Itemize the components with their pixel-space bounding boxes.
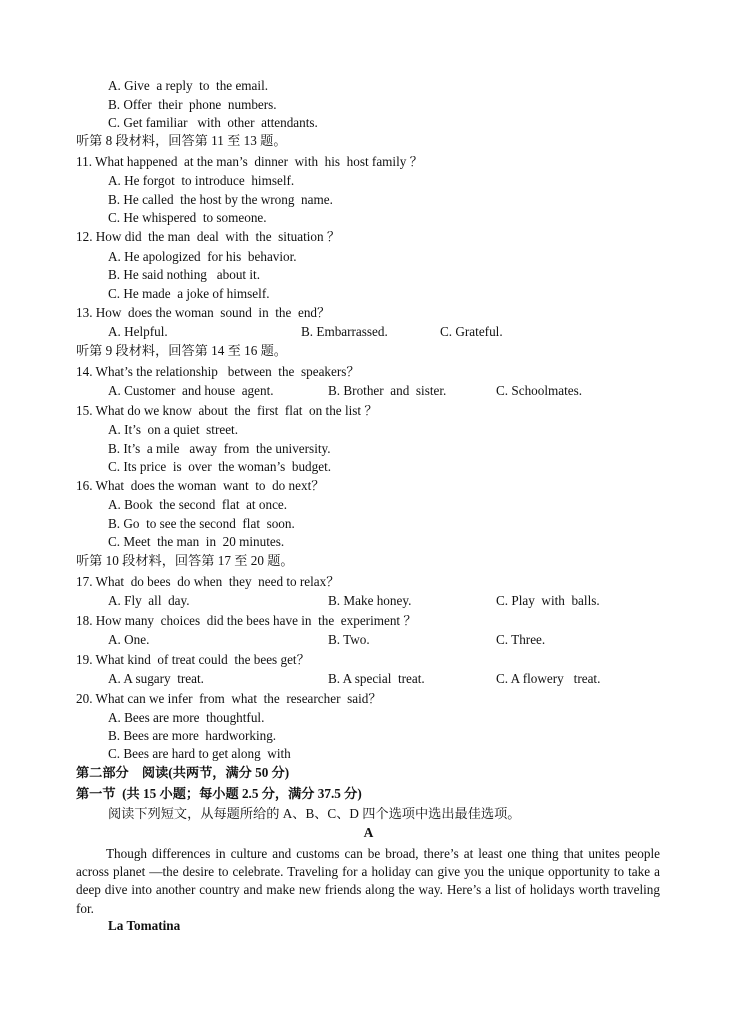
q17-option-b: B. Make honey.	[328, 593, 412, 608]
instruction-text: 阅读下列短文，从每题所给的 A、B、C、D 四个选项中选出最佳选项。	[108, 806, 521, 821]
section-heading-8: 听第 8 段材料，回答第 11 至 13 题。	[76, 133, 287, 148]
q11-option-a: A. He forgot to introduce himself.	[108, 173, 295, 188]
q15-option-b: B. It’s a mile away from the university.	[108, 441, 331, 456]
q16-option-a: A. Book the second flat at once.	[108, 497, 288, 512]
question-17: 17. What do bees do when they need to relax？	[76, 574, 340, 589]
q19-option-c: C. A flowery treat.	[496, 671, 601, 686]
passage-subtitle: La Tomatina	[108, 918, 181, 933]
q16-option-b: B. Go to see the second flat soon.	[108, 516, 295, 531]
section-heading-9: 听第 9 段材料，回答第 14 至 16 题。	[76, 343, 287, 358]
q17-option-c: C. Play with balls.	[496, 593, 600, 608]
question-16: 16. What does the woman want to do next？	[76, 478, 325, 493]
q12-option-a: A. He apologized for his behavior.	[108, 249, 297, 264]
question-20: 20. What can we infer from what the researcher said？	[76, 691, 382, 706]
q14-option-a: A. Customer and house agent.	[108, 383, 274, 398]
passage-paragraph: Though differences in culture and customs can be broad, there’s at least one thing that unites people across planet —the desire to celebrate. Traveling for a holiday can give you the unique opportunity to take a deep dive into another country and make new friends along the way. Here’s a list of holidays worth traveling for.	[76, 846, 660, 916]
q12-option-c: C. He made a joke of himself.	[108, 286, 270, 301]
part-two-heading: 第二部分 阅读(共两节，满分 50 分)	[76, 765, 290, 780]
option-b: B. Offer their phone numbers.	[108, 97, 277, 112]
question-13: 13. How does the woman sound in the end？	[76, 305, 331, 320]
question-11: 11. What happened at the man’s dinner with his host family ？	[76, 154, 423, 169]
q13-option-a: A. Helpful.	[108, 324, 168, 339]
option-c: C. Get familiar with other attendants.	[108, 115, 318, 130]
question-19: 19. What kind of treat could the bees get？	[76, 652, 310, 667]
q11-option-b: B. He called the host by the wrong name.	[108, 192, 333, 207]
question-14: 14. What’s the relationship between the speakers？	[76, 364, 360, 379]
option-a: A. Give a reply to the email.	[108, 78, 269, 93]
q20-option-c: C. Bees are hard to get along with	[108, 746, 291, 761]
q19-option-b: B. A special treat.	[328, 671, 425, 686]
q13-option-c: C. Grateful.	[440, 324, 503, 339]
question-12: 12. How did the man deal with the situation ？	[76, 229, 341, 244]
passage-letter: A	[363, 825, 374, 840]
section-one-heading: 第一节 (共 15 小题；每小题 2.5 分，满分 37.5 分)	[76, 786, 362, 801]
q15-option-a: A. It’s on a quiet street.	[108, 422, 239, 437]
q20-option-a: A. Bees are more thoughtful.	[108, 710, 265, 725]
q18-option-a: A. One.	[108, 632, 150, 647]
question-15: 15. What do we know about the first flat on the list ？	[76, 403, 378, 418]
q16-option-c: C. Meet the man in 20 minutes.	[108, 534, 285, 549]
q15-option-c: C. Its price is over the woman’s budget.	[108, 459, 332, 474]
q12-option-b: B. He said nothing about it.	[108, 267, 261, 282]
q18-option-b: B. Two.	[328, 632, 370, 647]
section-heading-10: 听第 10 段材料，回答第 17 至 20 题。	[76, 553, 294, 568]
q11-option-c: C. He whispered to someone.	[108, 210, 267, 225]
q14-option-c: C. Schoolmates.	[496, 383, 583, 398]
q20-option-b: B. Bees are more hardworking.	[108, 728, 277, 743]
q17-option-a: A. Fly all day.	[108, 593, 190, 608]
q18-option-c: C. Three.	[496, 632, 546, 647]
q13-option-b: B. Embarrassed.	[301, 324, 388, 339]
q19-option-a: A. A sugary treat.	[108, 671, 204, 686]
question-18: 18. How many choices did the bees have in the experiment ？	[76, 613, 417, 628]
q14-option-b: B. Brother and sister.	[328, 383, 447, 398]
